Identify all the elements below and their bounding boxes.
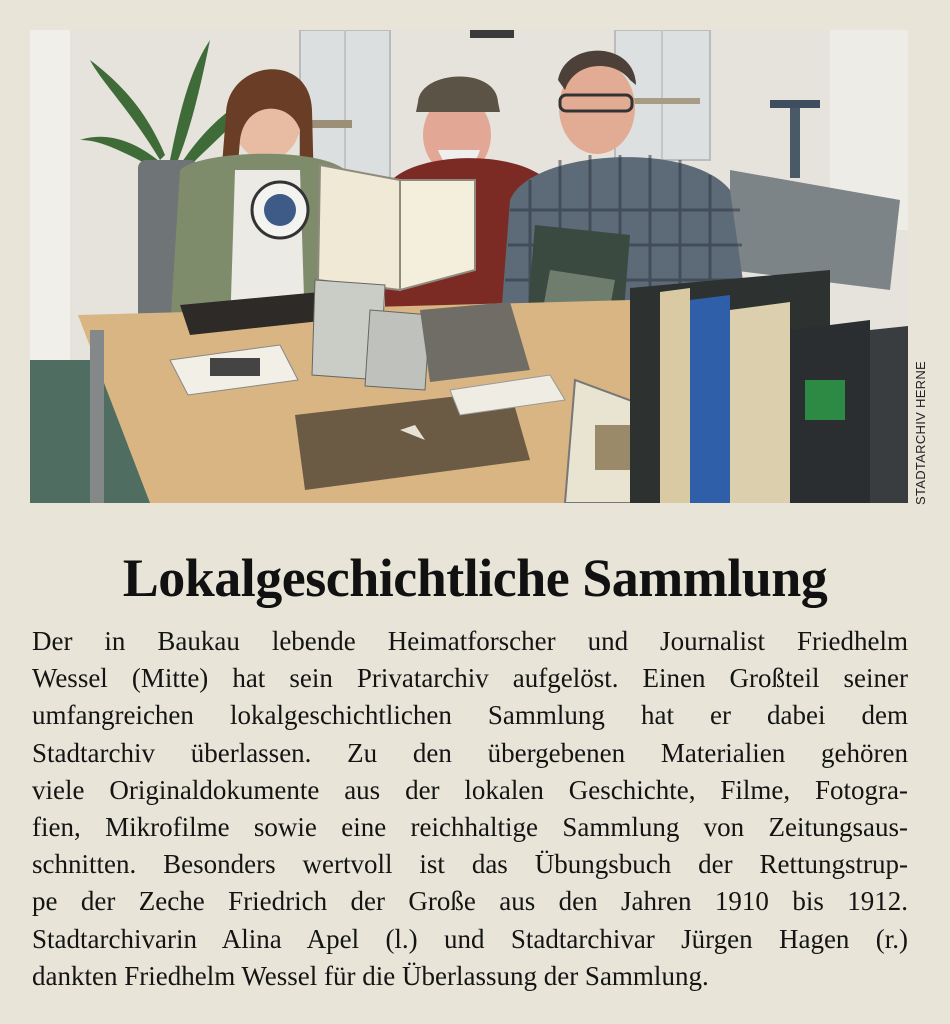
photo-credit: STADTARCHIV HERNE [913,360,928,505]
body-line: viele Originaldokumente aus der lokalen Geschichte, Filme, Fotogra- [32,774,908,805]
body-line: Der in Baukau lebende Heimatforscher und Journalist Friedhelm [32,626,908,656]
article-body [32,623,908,995]
body-line: schnitten. Besonders wertvoll ist das Übungsbuch der Rettungstrup- [32,849,908,880]
body-line: Stadtarchivarin Alina Apel (l.) und Stadtarchivar Jürgen Hagen (r.) [32,923,908,954]
photo-illustration [30,30,908,503]
body-line: Stadtarchiv überlassen. Zu den übergebenen Materialien gehören [32,737,908,768]
body-line: Wessel (Mitte) hat sein Privatarchiv aufgelöst. Einen Großteil seiner [32,663,908,694]
article-photo [30,30,908,503]
article-headline: Lokalgeschichtliche Sammlung [122,548,828,608]
body-line: dankten Friedhelm Wessel für die Überlassung der Sammlung. [32,960,709,991]
body-line: pe der Zeche Friedrich der Große aus den Jahren 1910 bis 1912. [32,886,908,917]
body-line: fien, Mikrofilme sowie eine reichhaltige Sammlung von Zeitungsaus- [32,811,908,842]
body-line: umfangreichen lokalgeschichtlichen Sammlung hat er dabei dem [32,700,908,731]
